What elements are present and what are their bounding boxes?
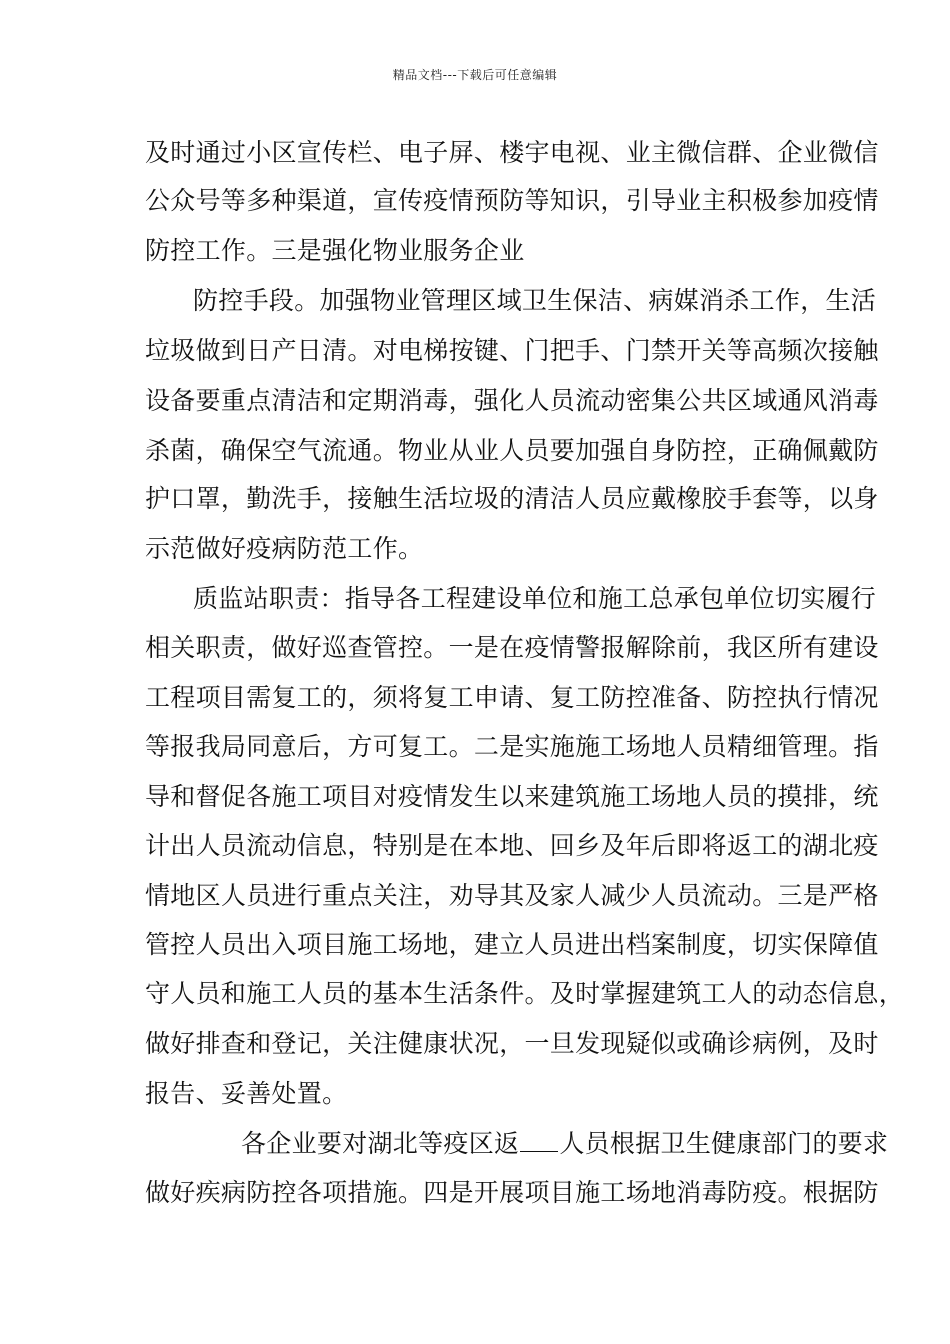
paragraph-line: 相关职责，做好巡查管控。一是在疫情警报解除前，我区所有建设 (145, 633, 879, 662)
paragraph-line: 情地区人员进行重点关注，劝导其及家人减少人员流动。三是严格 (145, 881, 879, 910)
paragraph-line: 防控手段。加强物业管理区域卫生保洁、病媒消杀工作，生活 (193, 286, 877, 315)
paragraph-line: 守人员和施工人员的基本生活条件。及时掌握建筑工人的动态信息， (145, 979, 905, 1008)
paragraph-line: 杀菌，确保空气流通。物业从业人员要加强自身防控，正确佩戴防 (145, 436, 879, 465)
paragraph-line: 工程项目需复工的，须将复工申请、复工防控准备、防控执行情况 (145, 683, 879, 712)
paragraph-line: 做好排查和登记，关注健康状况，一旦发现疑似或确诊病例，及时 (145, 1029, 879, 1058)
page-header: 精品文档---下载后可任意编辑 (392, 68, 558, 82)
text-before-blank: 各企业要对湖北等疫区返 (241, 1129, 520, 1158)
paragraph-line: 质监站职责：指导各工程建设单位和施工总承包单位切实履行 (193, 584, 877, 613)
paragraph-line: 设备要重点清洁和定期消毒，强化人员流动密集公共区域通风消毒 (145, 386, 879, 415)
fill-in-blank (520, 1129, 558, 1152)
paragraph-line: 示范做好疫病防范工作。 (145, 534, 424, 563)
paragraph-line: 及时通过小区宣传栏、电子屏、楼宇电视、业主微信群、企业微信 (145, 138, 879, 167)
paragraph-line-with-blank (241, 1129, 888, 1159)
paragraph-line: 垃圾做到日产日清。对电梯按键、门把手、门禁开关等高频次接触 (145, 336, 879, 365)
paragraph-line: 管控人员出入项目施工场地，建立人员进出档案制度，切实保障值 (145, 930, 879, 959)
paragraph-line: 导和督促各施工项目对疫情发生以来建筑施工场地人员的摸排，统 (145, 782, 879, 811)
paragraph-line: 报告、妥善处置。 (145, 1079, 348, 1108)
paragraph-line: 等报我局同意后，方可复工。二是实施施工场地人员精细管理。指 (145, 732, 879, 761)
paragraph-line: 护口罩，勤洗手，接触生活垃圾的清洁人员应戴橡胶手套等，以身 (145, 484, 879, 513)
paragraph-line: 防控工作。三是强化物业服务企业 (145, 236, 525, 265)
paragraph-line: 做好疾病防控各项措施。四是开展项目施工场地消毒防疫。根据防 (145, 1178, 879, 1207)
paragraph-line: 计出人员流动信息，特别是在本地、回乡及年后即将返工的湖北疫 (145, 831, 879, 860)
paragraph-line: 公众号等多种渠道，宣传疫情预防等知识，引导业主积极参加疫情 (145, 186, 879, 215)
text-after-blank: 人员根据卫生健康部门的要求 (559, 1129, 889, 1158)
